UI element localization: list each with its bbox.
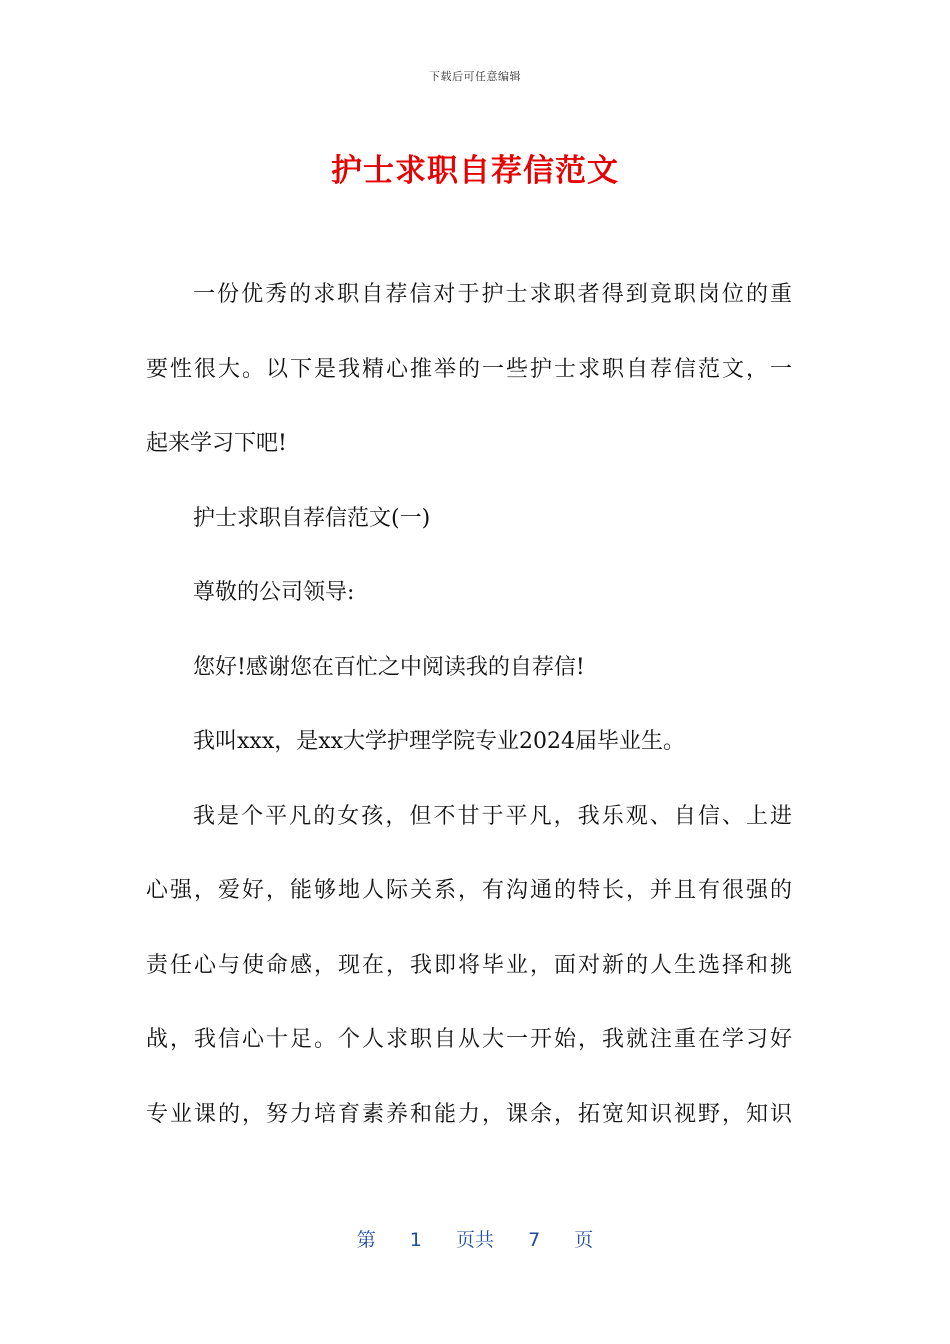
page-label-mid: 页共	[455, 1229, 494, 1251]
page-label-prefix: 第	[356, 1229, 376, 1251]
total-pages-number: 7	[528, 1229, 541, 1251]
paragraph-line: 一份优秀的求职自荐信对于护士求职者得到竟职岗位的重	[193, 282, 792, 307]
paragraph-line: 责任心与使命感，现在，我即将毕业，面对新的人生选择和挑	[146, 952, 792, 978]
document-title: 护士求职自荐信范文	[331, 153, 619, 189]
paragraph-line: 我是个平凡的女孩，但不甘于平凡，我乐观、自信、上进	[193, 803, 792, 829]
paragraph-line: 战，我信心十足。个人求职自从大一开始，我就注重在学习好	[146, 1027, 792, 1052]
paragraph-line: 要性很大。以下是我精心推举的一些护士求职自荐信范文，一	[146, 356, 792, 382]
salutation: 尊敬的公司领导:	[193, 580, 355, 605]
paragraph-line: 起来学习下吧!	[146, 431, 287, 456]
section-heading: 护士求职自荐信范文(一)	[193, 505, 431, 531]
paragraph-line: 专业课的，努力培育素养和能力，课余，拓宽知识视野，知识	[146, 1101, 792, 1127]
header-note: 下载后可任意编辑	[429, 70, 521, 83]
greeting-line: 您好!感谢您在百忙之中阅读我的自荐信!	[193, 654, 585, 680]
page-label-suffix: 页	[574, 1229, 594, 1251]
page-footer	[0, 1225, 950, 1252]
document-body	[146, 258, 792, 1152]
paragraph-line: 心强，爱好，能够地人际关系，有沟通的特长，并且有很强的	[146, 878, 792, 903]
current-page-number: 1	[409, 1229, 422, 1251]
paragraph-line: 我叫xxx，是xx大学护理学院专业2024届毕业生。	[193, 729, 686, 754]
